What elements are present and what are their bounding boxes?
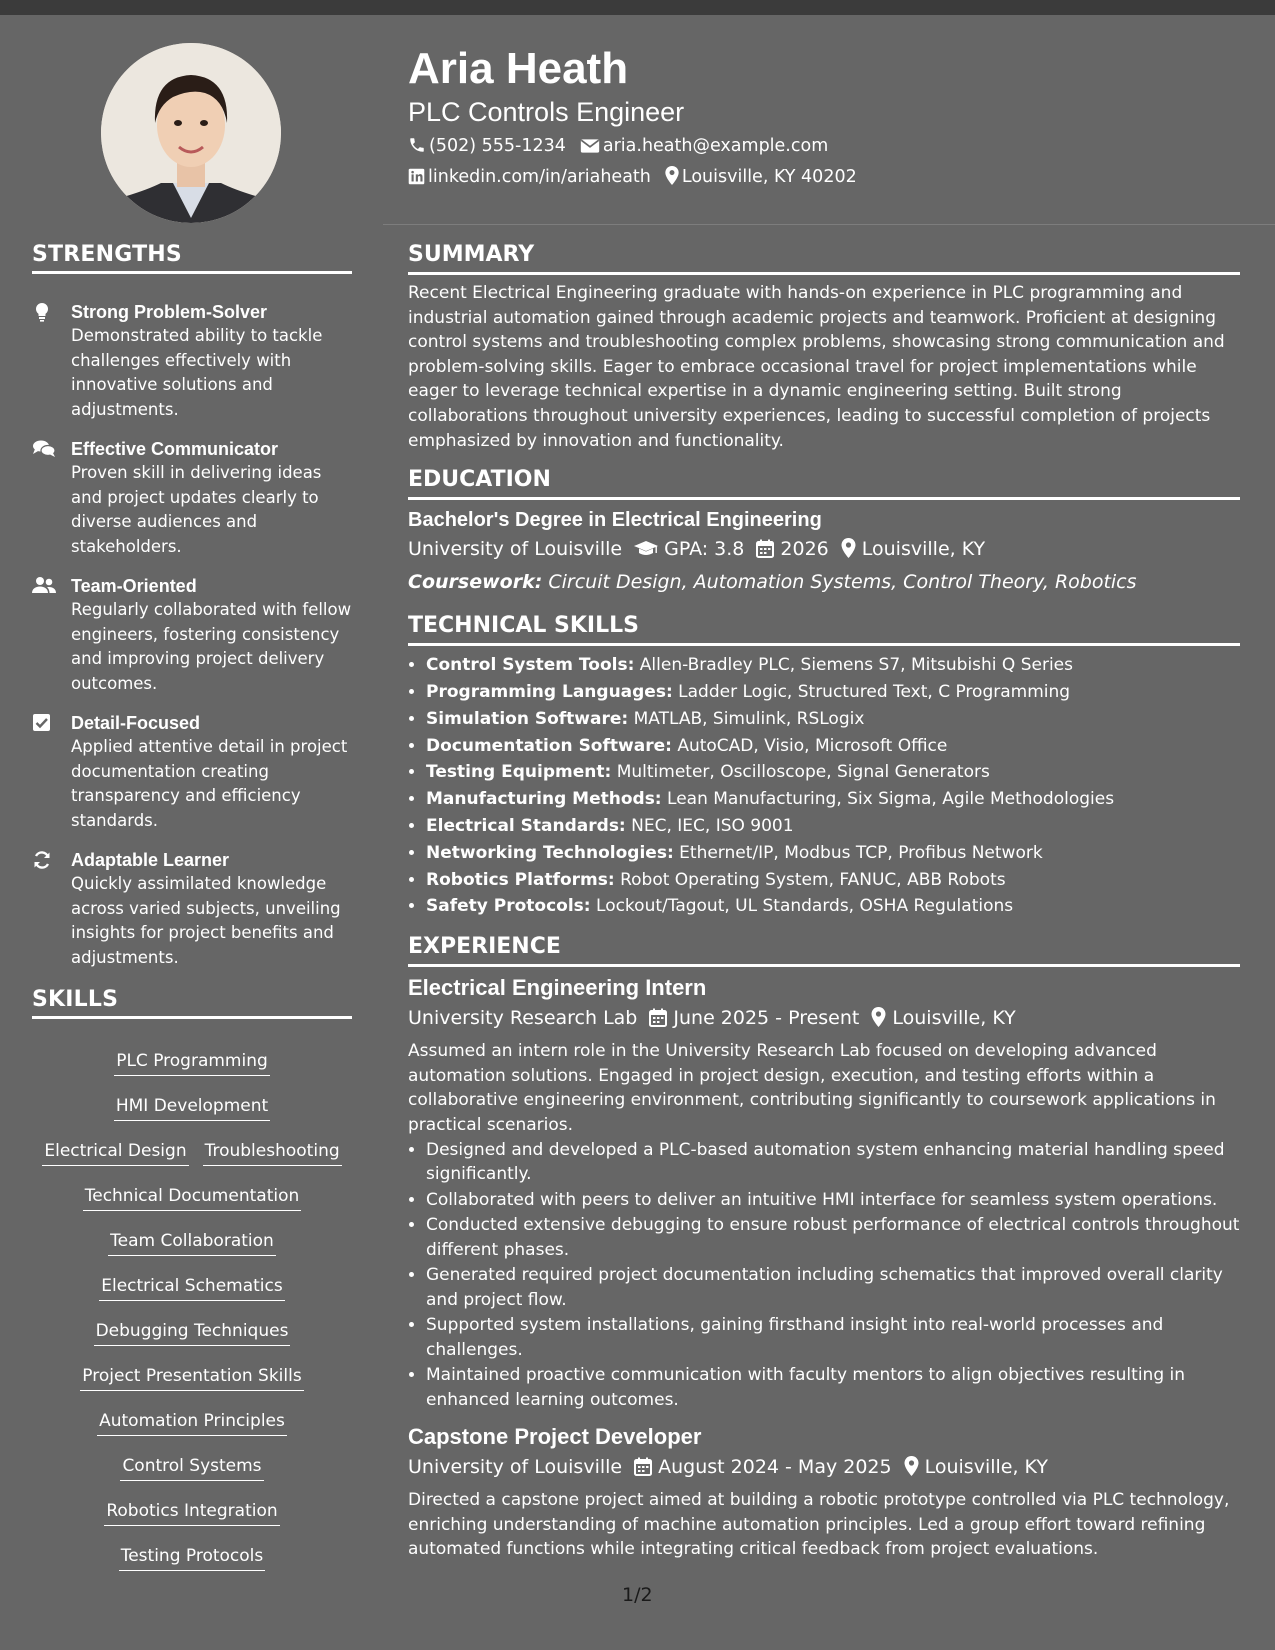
tech-skill-label: Electrical Standards:: [426, 815, 626, 836]
school-name: University of Louisville: [408, 538, 623, 561]
map-pin-icon: [841, 537, 856, 567]
tech-skill-value: Allen-Bradley PLC, Siemens S7, Mitsubishi Q Series: [639, 655, 1073, 676]
right-column: [408, 242, 1240, 1562]
tech-skill-label: Safety Protocols:: [426, 896, 591, 917]
strength-item: [32, 437, 352, 559]
chat-bubbles-icon: [32, 439, 56, 459]
job-meta: [408, 1003, 1240, 1036]
education-location: Louisville, KY: [861, 538, 986, 561]
list-item: [426, 706, 1240, 733]
skill-tag: PLC Programming: [114, 1050, 270, 1076]
tech-skill-value: AutoCAD, Visio, Microsoft Office: [677, 735, 948, 756]
list-item: [426, 813, 1240, 840]
list-item: [426, 733, 1240, 760]
map-pin-icon: [904, 1455, 919, 1485]
graduation-year: 2026: [780, 538, 829, 561]
candidate-title: PLC Controls Engineer: [408, 97, 685, 127]
tech-skill-value: NEC, IEC, ISO 9001: [631, 815, 794, 836]
tech-skill-label: Manufacturing Methods:: [426, 789, 662, 810]
tech-skill-label: Simulation Software:: [426, 708, 629, 729]
skill-tag: Debugging Techniques: [94, 1320, 291, 1346]
job-location: Louisville, KY: [892, 1007, 1016, 1030]
envelope-icon: [580, 137, 600, 161]
tech-skill-value: MATLAB, Simulink, RSLogix: [633, 708, 865, 729]
list-item: • Designed and developed a PLC-based automation system enhancing material handling speed significantly.: [426, 1138, 1240, 1187]
list-item: [426, 786, 1240, 813]
summary-text: Recent Electrical Engineering graduate with hands-on experience in PLC programming and industrial automation gained through academic projects and teamwork. Proficient at designing control systems and troubleshooting complex problems, showcasing strong communication and problem-solving skills. Eager to embrace occasional travel for project implementations while eager to leverage technical expertise in a dynamic engineering setting. Built strong collaborations throughout university experiences, leading to successful completion of projects emphasized by innovation and functionality.: [408, 283, 1225, 451]
email-link[interactable]: aria.heath@example.com: [602, 136, 829, 156]
technical-skills-list: [408, 652, 1240, 920]
contact-line-2: [408, 165, 857, 192]
graduation-cap-icon: [634, 537, 658, 567]
job-entry: [408, 973, 1240, 1412]
list-item: [426, 893, 1240, 920]
summary-heading: SUMMARY: [408, 242, 1240, 275]
experience-heading: EXPERIENCE: [408, 934, 1240, 967]
skill-tag: Troubleshooting: [203, 1140, 342, 1166]
tech-skill-value: Lockout/Tagout, UL Standards, OSHA Regulations: [596, 896, 1014, 917]
phone-icon: [408, 136, 426, 161]
linkedin-icon: [408, 168, 425, 192]
tech-skill-label: Documentation Software:: [426, 735, 672, 756]
phone-number[interactable]: (502) 555-1234: [429, 136, 566, 156]
list-item: • Maintained proactive communication with faculty mentors to align objectives resulting in enhanced learning outcomes.: [426, 1363, 1240, 1412]
skills-heading: SKILLS: [32, 987, 352, 1019]
job-meta: [408, 1452, 1240, 1485]
skill-tag: HMI Development: [114, 1095, 270, 1121]
list-item: [426, 840, 1240, 867]
education-meta: [408, 534, 1240, 567]
strength-title: Adaptable Learner: [71, 850, 230, 870]
tech-skill-label: Control System Tools:: [426, 655, 635, 676]
skill-tag: Automation Principles: [97, 1410, 287, 1436]
job-location: Louisville, KY: [924, 1456, 1048, 1478]
contact-line-1: [408, 134, 828, 161]
education-heading: EDUCATION: [408, 467, 1240, 500]
strength-description: Applied attentive detail in project documentation creating transparency and efficiency standards.: [71, 737, 348, 830]
job-title: Capstone Project Developer: [408, 1424, 702, 1449]
job-title: Electrical Engineering Intern: [408, 975, 707, 1001]
job-dates: June 2025 - Present: [673, 1007, 860, 1030]
strength-item: [32, 848, 352, 970]
calendar-icon: [634, 1455, 652, 1485]
list-item: [426, 867, 1240, 894]
job-organization: University Research Lab: [408, 1007, 638, 1030]
calendar-icon: [649, 1006, 667, 1036]
job-bullets: [408, 1138, 1240, 1413]
education-entry: [408, 506, 1240, 597]
strengths-list: [32, 300, 352, 985]
tech-skill-value: Ethernet/IP, Modbus TCP, Profibus Network: [679, 842, 1043, 863]
job-entry: [408, 1422, 1240, 1562]
strength-title: Detail-Focused: [71, 713, 201, 733]
coursework: [408, 567, 1240, 597]
strength-item: [32, 300, 352, 422]
list-item: • Generated required project documentation including schematics that improved overall clarity and project flow.: [426, 1263, 1240, 1312]
skill-tag: Project Presentation Skills: [80, 1365, 303, 1391]
strength-item: [32, 574, 352, 696]
job-organization: University of Louisville: [408, 1456, 623, 1478]
top-bar: [0, 0, 1275, 15]
strength-title: Effective Communicator: [71, 439, 279, 459]
users-icon: [32, 576, 56, 596]
tech-skill-label: Testing Equipment:: [426, 762, 612, 783]
tech-skill-label: Robotics Platforms:: [426, 869, 615, 890]
profile-photo: [101, 43, 281, 223]
header-divider: [383, 224, 1275, 225]
tech-skill-value: Multimeter, Oscilloscope, Signal Generators: [616, 762, 990, 783]
tech-skill-value: Ladder Logic, Structured Text, C Programming: [678, 681, 1071, 702]
job-dates: August 2024 - May 2025: [658, 1456, 892, 1478]
strength-description: Regularly collaborated with fellow engineers, fostering consistency and improving project delivery outcomes.: [71, 600, 352, 693]
candidate-name: Aria Heath: [408, 44, 629, 93]
map-pin-icon: [871, 1006, 886, 1036]
strength-title: Strong Problem-Solver: [71, 302, 268, 322]
technical-skills-heading: TECHNICAL SKILLS: [408, 613, 1240, 646]
skill-tag: Team Collaboration: [108, 1230, 276, 1256]
list-item: [426, 679, 1240, 706]
refresh-icon: [32, 850, 56, 870]
strength-description: Quickly assimilated knowledge across varied subjects, unveiling insights for project benefits and adjustments.: [71, 874, 341, 967]
list-item: [426, 652, 1240, 679]
resume-page: [0, 15, 1275, 1650]
degree-title: Bachelor's Degree in Electrical Engineering: [408, 509, 822, 532]
tech-skill-value: Robot Operating System, FANUC, ABB Robots: [620, 869, 1006, 890]
coursework-label: Coursework:: [408, 571, 543, 594]
map-pin-icon: [665, 166, 679, 192]
list-item: • Collaborated with peers to deliver an intuitive HMI interface for seamless system operations.: [426, 1188, 1240, 1213]
strengths-heading: STRENGTHS: [32, 242, 352, 274]
tech-skill-label: Programming Languages:: [426, 681, 673, 702]
job-description: Directed a capstone project aimed at building a robotic prototype controlled via PLC technology, enriching understanding of machine automation principles. Led a group effort toward refining automated functions while integrating critical feedback from project evaluations.: [408, 1490, 1230, 1560]
skill-tag: Electrical Design: [42, 1140, 188, 1166]
page-indicator: 1/2: [622, 1584, 653, 1606]
gpa: GPA: 3.8: [664, 538, 745, 561]
strength-item: [32, 711, 352, 833]
location-text: Louisville, KY 40202: [681, 167, 857, 187]
coursework-list: Circuit Design, Automation Systems, Control Theory, Robotics: [548, 571, 1137, 594]
strength-title: Team-Oriented: [71, 576, 197, 596]
checkbox-icon: [32, 713, 56, 733]
list-item: [426, 759, 1240, 786]
strength-description: Demonstrated ability to tackle challenges effectively with innovative solutions and adjustments.: [71, 326, 323, 419]
list-item: • Supported system installations, gaining firsthand insight into real-world processes and challenges.: [426, 1313, 1240, 1362]
tech-skill-label: Networking Technologies:: [426, 842, 674, 863]
skill-tag: Electrical Schematics: [99, 1275, 284, 1301]
skill-tag: Testing Protocols: [119, 1545, 266, 1571]
linkedin-link[interactable]: linkedin.com/in/ariaheath: [428, 167, 651, 187]
calendar-icon: [756, 537, 774, 567]
skill-tag: Technical Documentation: [83, 1185, 302, 1211]
list-item: • Conducted extensive debugging to ensure robust performance of electrical controls throughout different phases.: [426, 1213, 1240, 1262]
skill-tag: Control Systems: [120, 1455, 263, 1481]
strength-description: Proven skill in delivering ideas and project updates clearly to diverse audiences and stakeholders.: [71, 463, 322, 556]
skill-tag: Robotics Integration: [104, 1500, 279, 1526]
lightbulb-icon: [32, 302, 56, 322]
job-description: Assumed an intern role in the University Research Lab focused on developing advanced automation solutions. Engaged in project design, execution, and testing efforts within a collaborative engineering environment, contributing significantly to coursework applications in practical scenarios.: [408, 1041, 1216, 1135]
skills-list: [32, 1050, 352, 1590]
tech-skill-value: Lean Manufacturing, Six Sigma, Agile Methodologies: [667, 789, 1115, 810]
